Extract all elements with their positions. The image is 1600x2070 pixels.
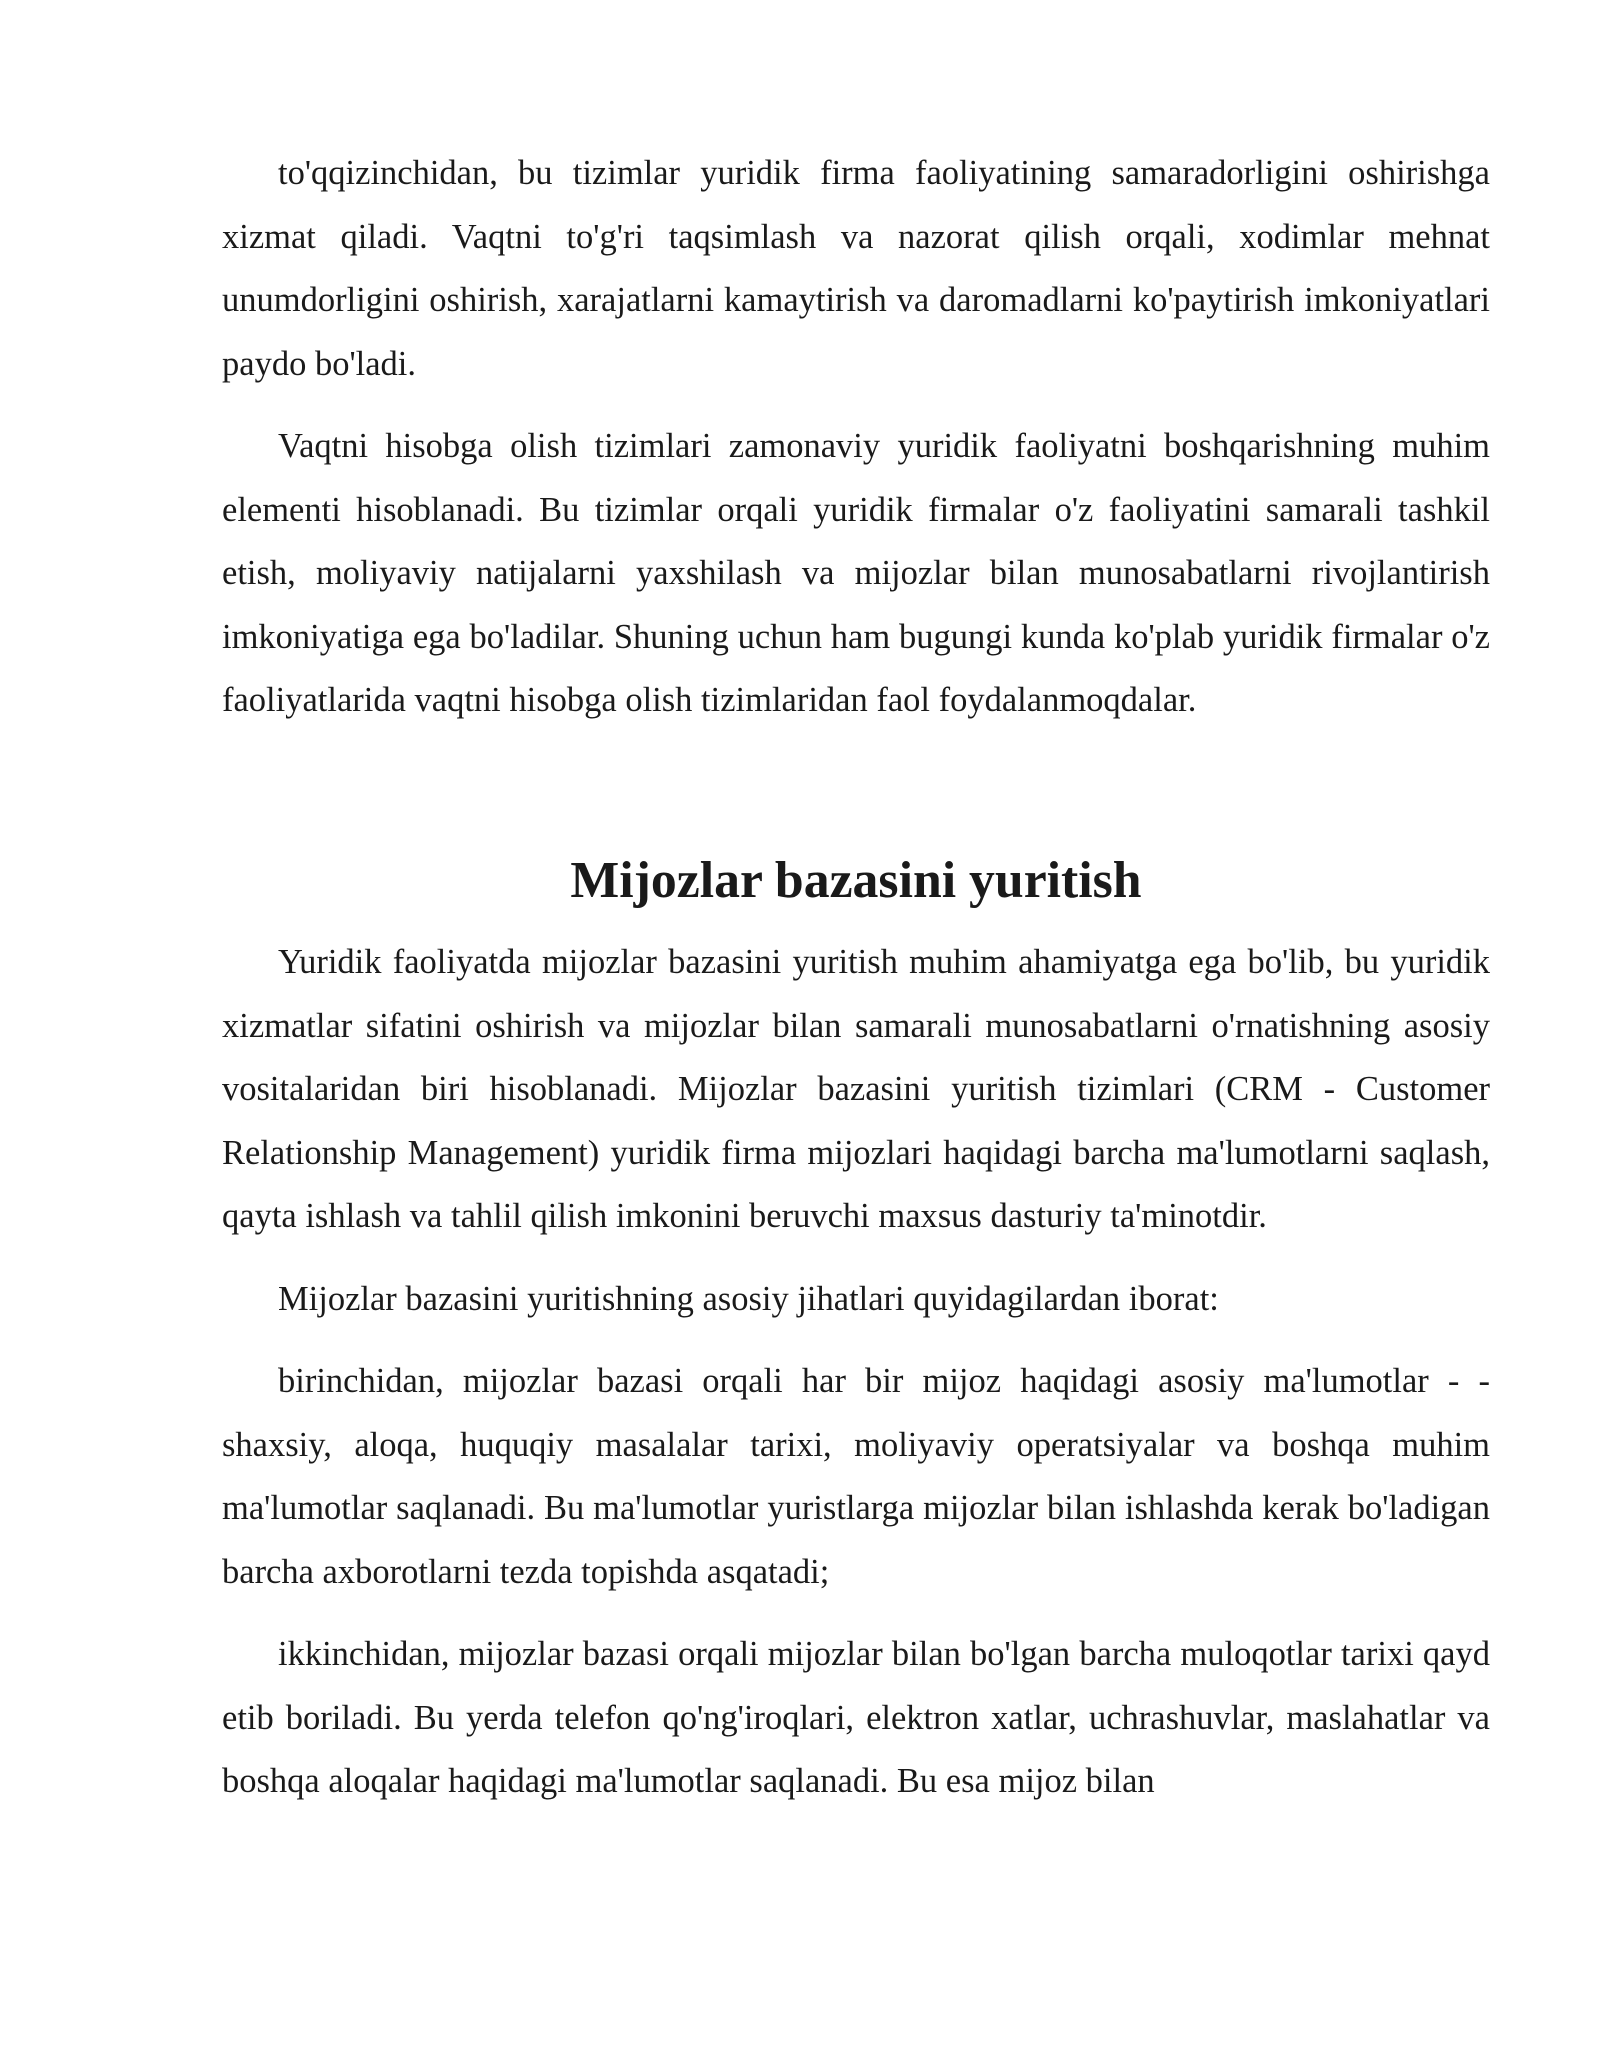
paragraph-vaqtni-hisobga-olish: Vaqtni hisobga olish tizimlari zamonaviy yuridik faoliyatni boshqarishning muhim elementi hisoblanadi. Bu tizimlar orqali yuridik firmalar o'z faoliyatini samarali tashkil etish, moliyaviy natijalarni yaxshilash va mijozlar bilan munosabatlarni rivojlantirish imkoniyatiga ega bo'ladilar. Shuning uchun ham bugungi kunda ko'plab yuridik firmalar o'z faoliyatlarida vaqtni hisobga olish tizimlaridan faol foydalanmoqdalar. [222, 427, 1490, 719]
paragraph-toqqizinchidan: to'qqizinchidan, bu tizimlar yuridik firma faoliyatining samaradorligini oshirishga xizmat qiladi. Vaqtni to'g'ri taqsimlash va nazorat qilish orqali, xodimlar mehnat unumdorligini oshirish, xarajatlarni kamaytirish va daromadlarni ko'paytirish imkoniyatlari paydo bo'ladi. [222, 154, 1490, 383]
paragraph-ikkinchidan: ikkinchidan, mijozlar bazasi orqali mijozlar bilan bo'lgan barcha muloqotlar tarixi qayd etib boriladi. Bu yerda telefon qo'ng'iroqlari, elektron xatlar, uchrashuvlar, maslahatlar va boshqa aloqalar haqidagi ma'lumotlar saqlanadi. Bu esa mijoz bilan [222, 1635, 1490, 1800]
document-page [222, 142, 1490, 1833]
paragraph-birinchidan: birinchidan, mijozlar bazasi orqali har bir mijoz haqidagi asosiy ma'lumotlar - - shaxsiy, aloqa, huquqiy masalalar tarixi, moliyaviy operatsiyalar va boshqa muhim ma'lumotlar saqlanadi. Bu ma'lumotlar yuristlarga mijozlar bilan ishlashda kerak bo'ladigan barcha axborotlarni tezda topishda asqatadi; [222, 1362, 1490, 1591]
section-heading: Mijozlar bazasini yuritish [570, 851, 1142, 909]
paragraph-yuridik-faoliyatda: Yuridik faoliyatda mijozlar bazasini yuritish muhim ahamiyatga ega bo'lib, bu yuridik xizmatlar sifatini oshirish va mijozlar bilan samarali munosabatlarni o'rnatishning asosiy vositalaridan biri hisoblanadi. Mijozlar bazasini yuritish tizimlari (CRM - Customer Relationship Management) yuridik firma mijozlari haqidagi barcha ma'lumotlarni saqlash, qayta ishlash va tahlil qilish imkonini beruvchi maxsus dasturiy ta'minotdir. [222, 943, 1490, 1235]
paragraph-asosiy-jihatlari: Mijozlar bazasini yuritishning asosiy jihatlari quyidagilardan iborat: [278, 1279, 1219, 1318]
